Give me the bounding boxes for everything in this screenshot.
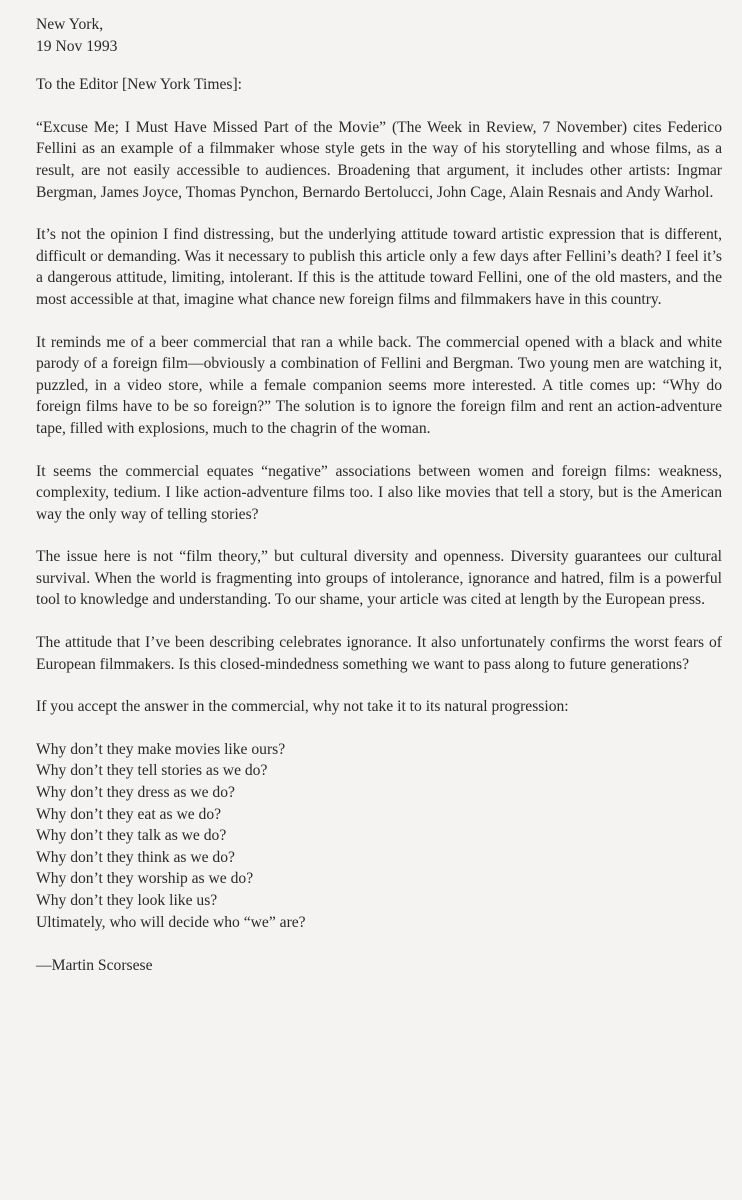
letter-salutation: To the Editor [New York Times]: — [36, 76, 242, 94]
question-line: Why don’t they look like us? — [36, 892, 218, 909]
question-line: Why don’t they eat as we do? — [36, 805, 222, 823]
letter-paragraph-1: “Excuse Me; I Must Have Missed Part of the Movie” (The Week in Review, 7 November) cites Federico Fellini as an example of a filmmaker whose style gets in the way of his storytelling and whose films, as a result, are not easily accessible to audiences. Broadening that argument, it includes other artists: Ingmar Bergman, James Joyce, Thomas Pynchon, Bernardo Bertolucci, John Cage, Alain Resnais and Andy Warhol. — [36, 118, 722, 201]
letter-location: New York, — [36, 16, 104, 33]
question-line: Why don’t they talk as we do? — [36, 827, 227, 845]
question-line: Why don’t they make movies like ours? — [36, 740, 286, 758]
question-list — [36, 739, 722, 933]
question-line: Why don’t they think as we do? — [36, 848, 235, 866]
letter-paragraph-4: It seems the commercial equates “negative” associations between women and foreign films: weakness, complexity, tedium. I like action-adventure films too. I also like movies that tell a story, but is the American way the only way of telling stories? — [36, 462, 722, 523]
letter-signature: —Martin Scorsese — [36, 957, 153, 975]
letter-paragraph-7: If you accept the answer in the commercial, why not take it to its natural progression: — [36, 698, 569, 716]
letter-header — [36, 14, 722, 57]
question-line: Ultimately, who will decide who “we” are? — [36, 913, 306, 931]
letter-paragraph-3: It reminds me of a beer commercial that ran a while back. The commercial opened with a black and white parody of a foreign film—obviously a combination of Fellini and Bergman. Two young men are watching it, puzzled, in a video store, while a female companion seems more interested. A title comes up: “Why do foreign films have to be so foreign?” The solution is to ignore the foreign film and rent an action-adventure tape, filled with explosions, much to the chagrin of the woman. — [36, 333, 722, 437]
letter-paragraph-2: It’s not the opinion I find distressing, but the underlying attitude toward artistic expression that is different, difficult or demanding. Was it necessary to publish this article only a few days after Fellini’s death? I feel it’s a dangerous attitude, limiting, intolerant. If this is the attitude toward Fellini, one of the old masters, and the most accessible at that, imagine what chance new foreign films and filmmakers have in this country. — [36, 226, 722, 308]
letter-paragraph-6: The attitude that I’ve been describing celebrates ignorance. It also unfortunately confirms the worst fears of European filmmakers. Is this closed-mindedness something we want to pass along to future generations? — [36, 634, 722, 673]
question-line: Why don’t they dress as we do? — [36, 784, 235, 802]
question-line: Why don’t they worship as we do? — [36, 870, 254, 888]
question-line: Why don’t they tell stories as we do? — [36, 762, 268, 780]
letter-date: 19 Nov 1993 — [36, 37, 118, 55]
letter-paragraph-5: The issue here is not “film theory,” but cultural diversity and openness. Diversity guarantees our cultural survival. When the world is fragmenting into groups of intolerance, ignorance and hatred, film is a powerful tool to knowledge and understanding. To our shame, your article was cited at length by the European press. — [36, 548, 722, 609]
